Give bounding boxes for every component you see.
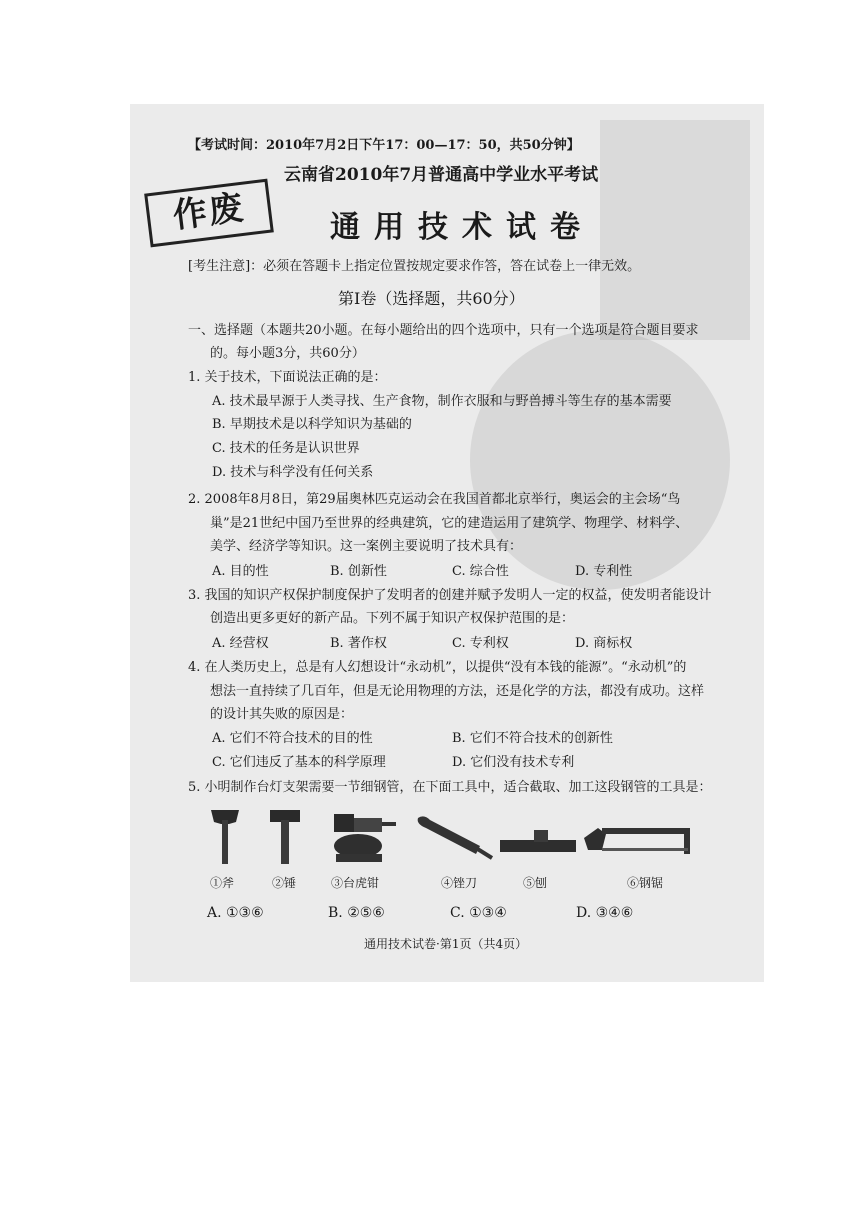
answer-option: C. 它们违反了基本的科学原理 (212, 755, 386, 770)
answer-option: C. ①③④ (450, 905, 507, 921)
tool-caption: ⑥钢锯 (627, 876, 664, 890)
answer-option: D. 技术与科学没有任何关系 (212, 465, 374, 480)
answer-option: D. 商标权 (575, 636, 633, 651)
question-stem: 巢”是21世纪中国乃至世界的经典建筑，它的建造运用了建筑学、物理学、材料学、 (210, 516, 689, 531)
question-stem: 4. 在人类历史上，总是有人幻想设计“永动机”，以提供“没有本钱的能源”。“永动机”的 (188, 660, 687, 675)
tool-caption: ⑤刨 (523, 876, 548, 890)
axe-icon (208, 806, 242, 866)
void-stamp: 作废 (144, 179, 274, 248)
answer-option: D. ③④⑥ (576, 905, 634, 921)
answer-option: A. 它们不符合技术的目的性 (212, 731, 373, 746)
question-stem: 的设计其失败的原因是： (210, 707, 354, 722)
question-stem: 创造出更多更好的新产品。下列不属于知识产权保护范围的是： (210, 611, 575, 626)
question-stem: 想法一直持续了几百年，但是无论用物理的方法，还是化学的方法，都没有成功。这样 (210, 684, 705, 699)
tool-caption: ①斧 (210, 876, 235, 890)
answer-option: B. 著作权 (330, 636, 387, 651)
answer-option: D. 它们没有技术专利 (452, 755, 575, 770)
hammer-icon (268, 806, 302, 866)
answer-option: C. 技术的任务是认识世界 (212, 441, 360, 456)
answer-option: B. 它们不符合技术的创新性 (452, 731, 613, 746)
answer-option: D. 专利性 (575, 564, 633, 579)
page-footer: 通用技术试卷·第1页（共4页） (364, 937, 528, 951)
instructions-line: 的。每小题3分，共60分） (210, 346, 365, 361)
answer-option: A. 经营权 (212, 636, 269, 651)
exam-name: 云南省2010年7月普通高中学业水平考试 (284, 165, 599, 185)
answer-option: A. 技术最早源于人类寻找、生产食物，制作衣服和与野兽搏斗等生存的基本需要 (212, 394, 672, 409)
answer-option: C. 综合性 (452, 564, 509, 579)
tool-caption: ②锤 (272, 876, 297, 890)
exam-notice: [考生注意]：必须在答题卡上指定位置按规定要求作答，答在试卷上一律无效。 (188, 259, 641, 274)
question-stem: 5. 小明制作台灯支架需要一节细钢管，在下面工具中，适合截取、加工这段钢管的工具是： (188, 780, 712, 795)
answer-option: B. 早期技术是以科学知识为基础的 (212, 417, 412, 432)
answer-option: B. ②⑤⑥ (328, 905, 385, 921)
bench-vise-icon (328, 808, 400, 864)
question-stem: 美学、经济学等知识。这一案例主要说明了技术具有： (210, 539, 523, 554)
exam-time: 【考试时间：2010年7月2日下午17：00—17：50，共50分钟】 (188, 138, 580, 153)
answer-option: C. 专利权 (452, 636, 509, 651)
question-stem: 3. 我国的知识产权保护制度保护了发明者的创建并赋予发明人一定的权益，使发明者能设计 (188, 588, 712, 603)
question-stem: 2. 2008年8月8日，第29届奥林匹克运动会在我国首都北京举行，奥运会的主会场“鸟 (188, 492, 681, 507)
tool-caption: ③台虎钳 (331, 876, 380, 890)
paper-title: 通用技术试卷 (330, 210, 594, 245)
section-title: 第Ⅰ卷（选择题，共60分） (338, 289, 525, 308)
answer-option: A. ①③⑥ (207, 905, 264, 921)
file-rasp-icon (414, 812, 494, 860)
wood-plane-icon (498, 828, 578, 860)
question-stem: 1. 关于技术，下面说法正确的是： (188, 370, 387, 385)
answer-option: A. 目的性 (212, 564, 269, 579)
tool-caption: ④锉刀 (441, 876, 478, 890)
answer-option: B. 创新性 (330, 564, 387, 579)
instructions-line: 一、选择题（本题共20小题。在每小题给出的四个选项中，只有一个选项是符合题目要求 (188, 323, 699, 338)
bleed-through-shadow (600, 120, 750, 340)
hacksaw-icon (580, 820, 692, 860)
